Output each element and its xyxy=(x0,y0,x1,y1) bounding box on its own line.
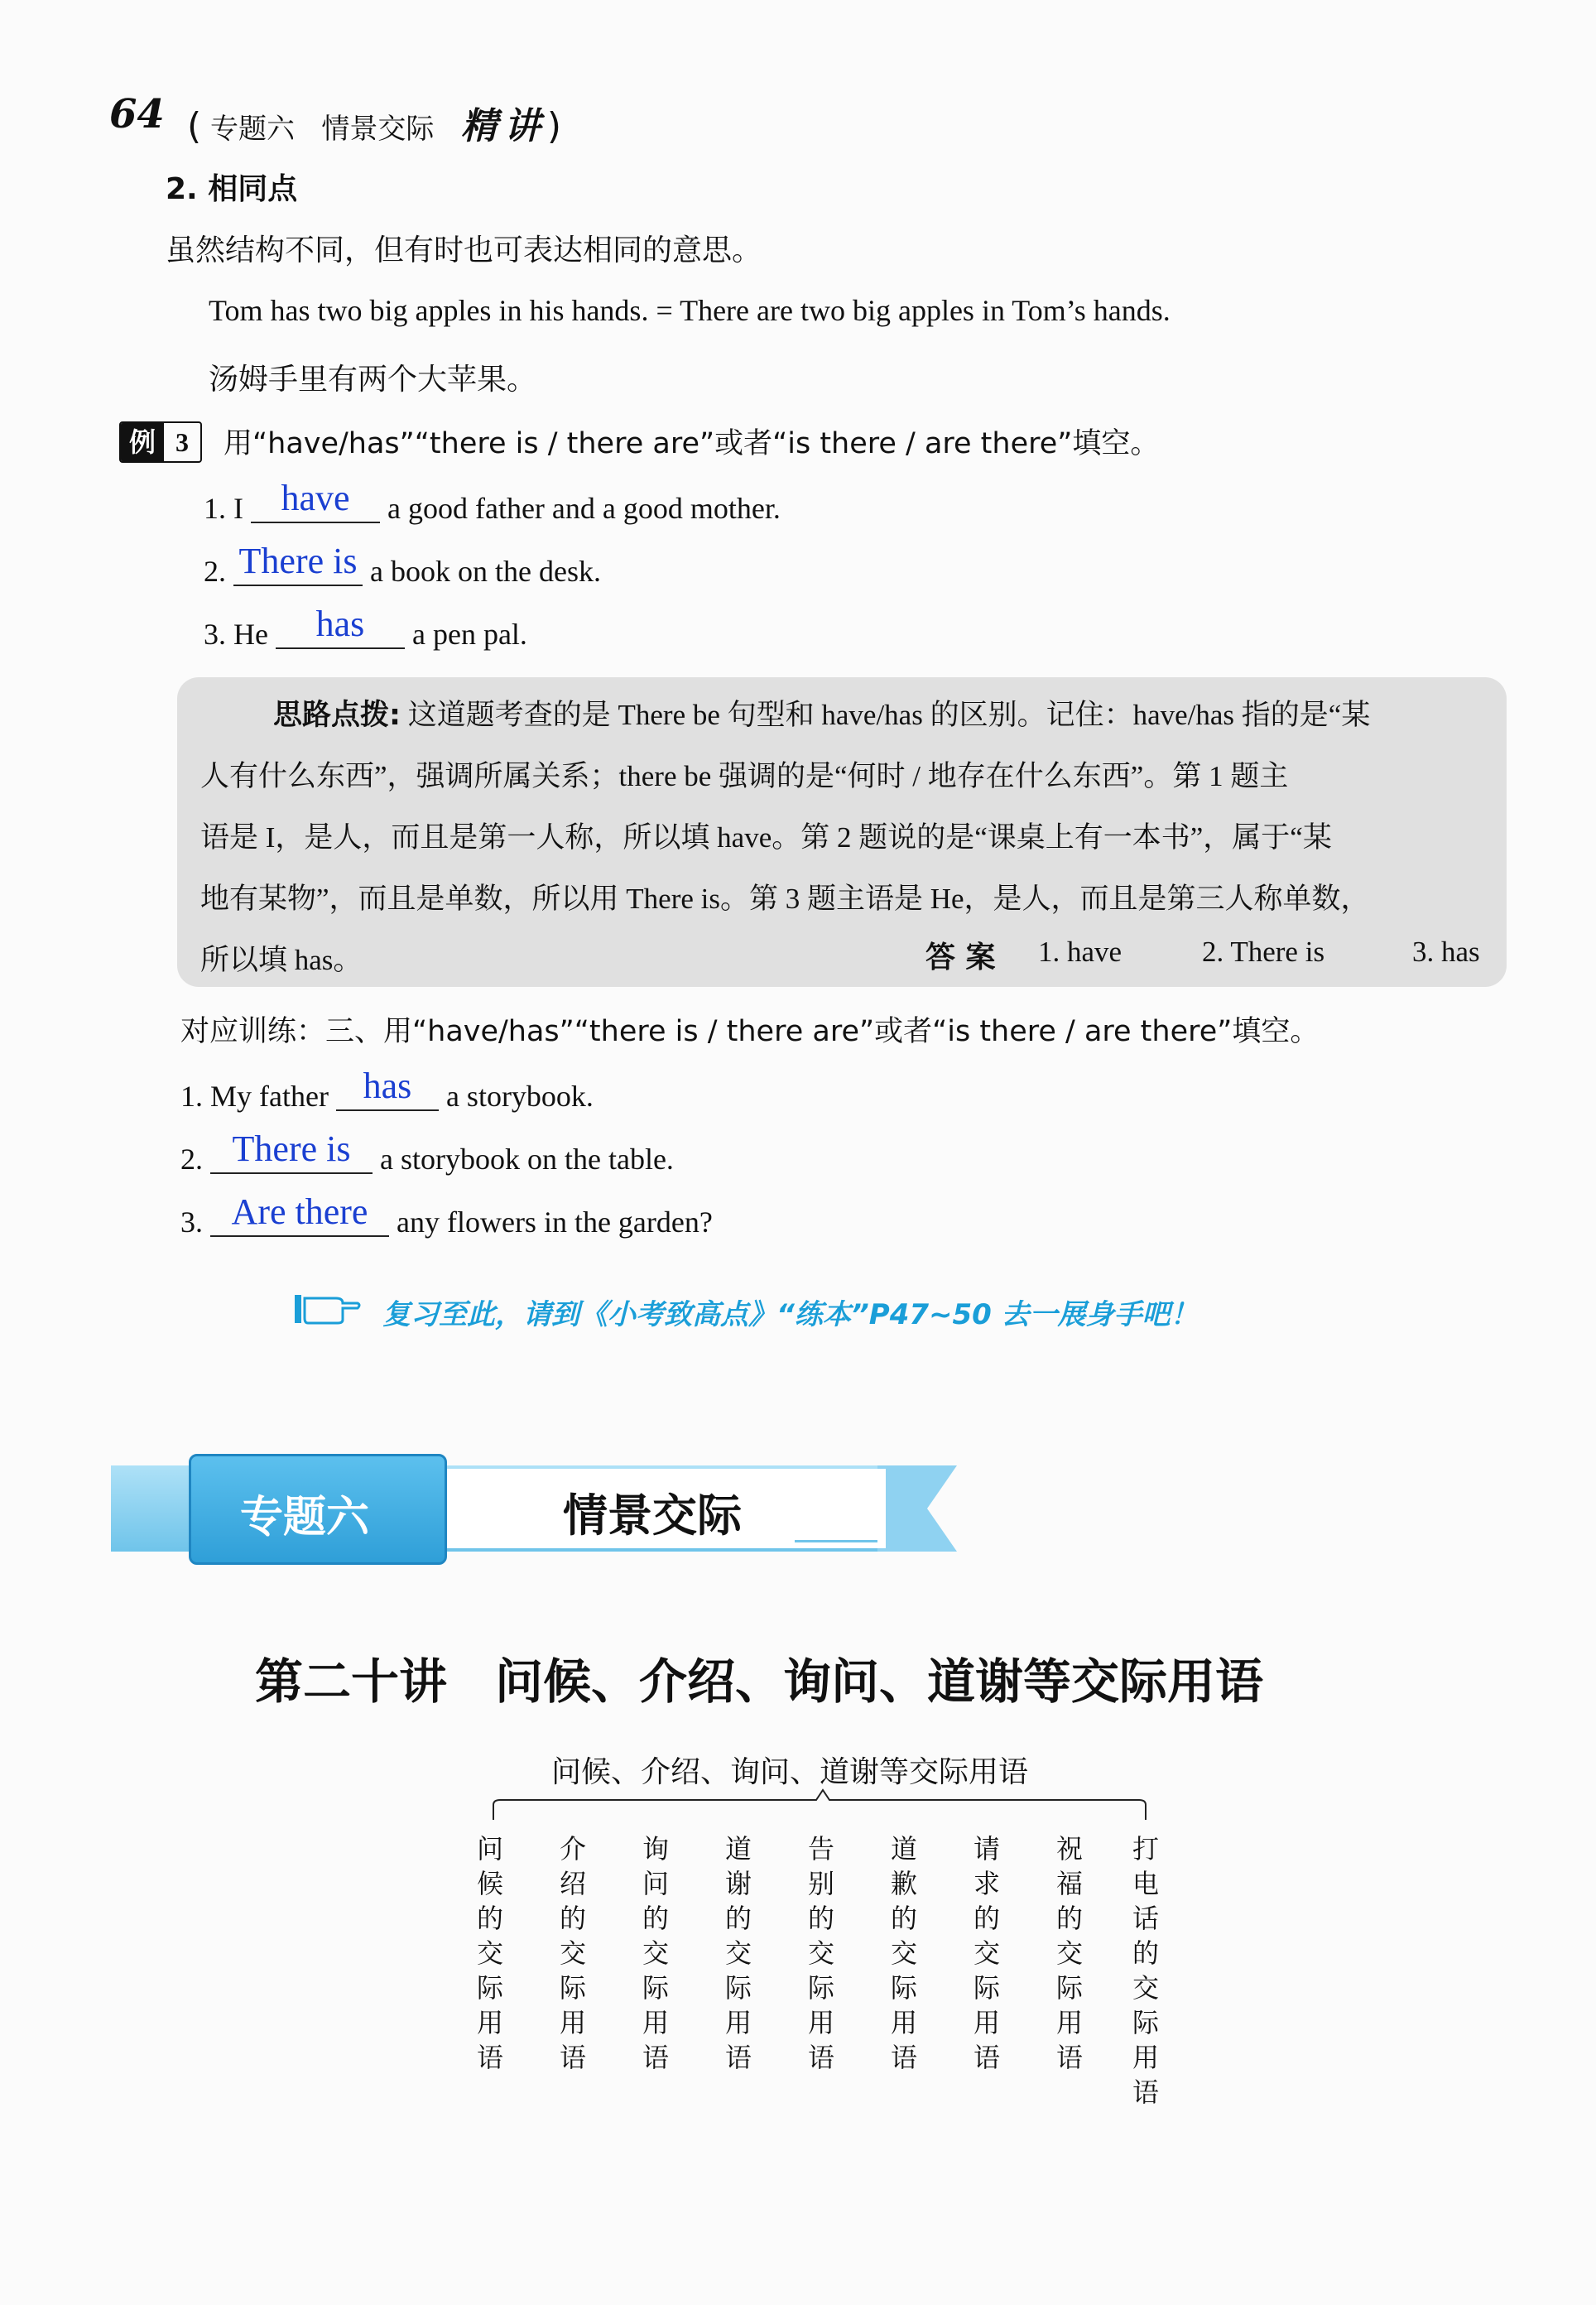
filled-answer: There is xyxy=(232,1128,351,1169)
tree-branch: 告别的交际用语 xyxy=(807,1833,834,2073)
close-paren: ) xyxy=(546,105,562,147)
answer-label: 答 案 xyxy=(925,941,996,974)
banner-underline xyxy=(795,1540,877,1542)
answer-1: 1. have xyxy=(1038,936,1122,968)
answer-blank[interactable] xyxy=(336,1066,439,1111)
practice-instruction: 对应训练：三、用“have/has”“there is / there are”或者“is there / are there”填空。 xyxy=(180,1015,1320,1048)
item-number: 1. I xyxy=(204,492,243,525)
header-mark: 精讲 xyxy=(460,106,547,147)
example-instruction: 用“have/has”“there is / there are”或者“is there / are there”填空。 xyxy=(224,427,1160,460)
header-topic: 专题六 xyxy=(209,113,295,146)
tree-branch: 询问的交际用语 xyxy=(642,1833,669,2073)
tree-branch: 祝福的交际用语 xyxy=(1055,1833,1083,2073)
hint-text: 这道题考查的是 There be 句型和 have/has 的区别。记住：have/has 指的是“某 xyxy=(407,699,1371,731)
example-item xyxy=(204,604,527,652)
section-heading: 2. 相同点 xyxy=(166,172,298,206)
answer-blank[interactable] xyxy=(276,604,405,649)
item-number: 3. He xyxy=(204,618,268,651)
hint-line: 所以填 has。 xyxy=(200,944,363,976)
pointing-hand-icon xyxy=(295,1290,361,1328)
ribbon-tail-icon xyxy=(877,1465,957,1552)
answer-blank[interactable] xyxy=(210,1191,389,1237)
tree-brace xyxy=(488,1787,1151,1823)
example-badge-label: 例 xyxy=(121,423,164,461)
item-number: 2. xyxy=(204,555,226,588)
example-item xyxy=(204,541,601,589)
practice-item xyxy=(180,1191,713,1239)
item-text: a storybook on the table. xyxy=(380,1143,674,1176)
practice-item xyxy=(180,1128,674,1177)
practice-tip: 复习至此，请到《小考致高点》“练本”P47~50 去一展身手吧！ xyxy=(382,1298,1199,1331)
answer-blank[interactable] xyxy=(251,478,380,523)
hint-label: 思路点拨: xyxy=(273,699,401,732)
tree-root: 问候、介绍、询问、道谢等交际用语 xyxy=(551,1755,1029,1789)
example-item xyxy=(204,478,781,526)
filled-answer: has xyxy=(315,604,365,644)
tree-branch: 道歉的交际用语 xyxy=(890,1833,917,2073)
item-text: a storybook. xyxy=(445,1080,594,1113)
item-text: a book on the desk. xyxy=(370,555,601,588)
example-sentence-en: Tom has two big apples in his hands. = There are two big apples in Tom’s hands. xyxy=(209,294,1171,327)
open-paren: ( xyxy=(187,105,202,147)
section-intro: 虽然结构不同，但有时也可表达相同的意思。 xyxy=(166,233,762,267)
filled-answer: Are there xyxy=(231,1191,368,1232)
answer-blank[interactable] xyxy=(233,541,363,586)
banner-topic: 专题六 xyxy=(240,1493,370,1542)
example-sentence-cn: 汤姆手里有两个大苹果。 xyxy=(209,363,537,397)
page-number: 64 xyxy=(109,91,165,137)
tree-branch: 问候的交际用语 xyxy=(476,1833,503,2073)
practice-item xyxy=(180,1066,594,1114)
filled-answer: has xyxy=(363,1066,412,1106)
header-topic-name: 情景交际 xyxy=(321,113,435,146)
answer-2: 2. There is xyxy=(1202,936,1325,968)
tree-branch: 道谢的交际用语 xyxy=(724,1833,752,2073)
tree-branch: 请求的交际用语 xyxy=(973,1833,1000,2073)
item-number: 3. xyxy=(180,1205,203,1239)
hint-line xyxy=(273,692,1370,734)
item-text: a pen pal. xyxy=(411,618,527,651)
filled-answer: have xyxy=(281,478,350,518)
example-badge xyxy=(119,421,202,463)
tree-branch: 打电话的交际用语 xyxy=(1132,1833,1159,2108)
answer-3: 3. has xyxy=(1412,936,1480,968)
banner-title: 情景交际 xyxy=(563,1489,742,1542)
hint-line: 地有某物”，而且是单数，所以用 There is。第 3 题主语是 He，是人，而且是第三人称单数， xyxy=(200,883,1370,915)
hint-line: 人有什么东西”，强调所属关系；there be 强调的是“何时 / 地存在什么东西”。第 1 题主 xyxy=(200,760,1289,792)
item-text: any flowers in the garden? xyxy=(397,1205,713,1239)
page-header xyxy=(187,96,561,149)
lecture-title: 第二十讲 问候、介绍、询问、道谢等交际用语 xyxy=(255,1653,1264,1710)
hint-line: 语是 I，是人，而且是第一人称，所以填 have。第 2 题说的是“课桌上有一本书”，属于“某 xyxy=(200,821,1332,854)
item-number: 1. My father xyxy=(180,1080,329,1113)
answer-blank[interactable] xyxy=(210,1128,373,1174)
item-number: 2. xyxy=(180,1143,203,1176)
filled-answer: There is xyxy=(238,541,358,581)
tree-branch: 介绍的交际用语 xyxy=(559,1833,586,2073)
item-text: a good father and a good mother. xyxy=(387,492,781,525)
example-badge-number: 3 xyxy=(175,427,189,457)
